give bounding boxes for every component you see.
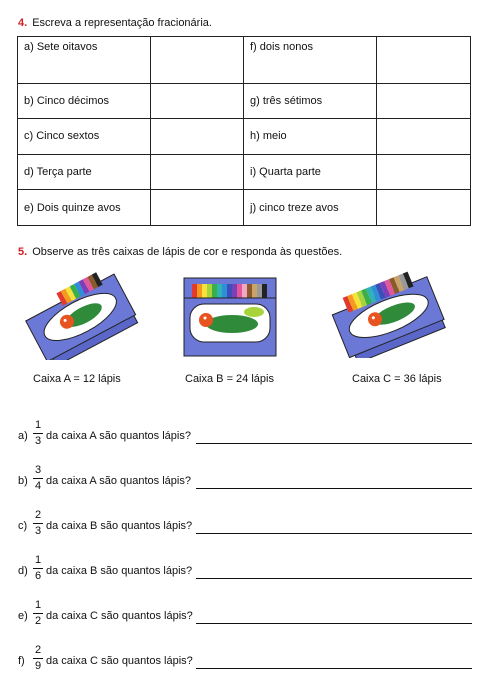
fraction-table [17,36,471,226]
item-label: f) dois nonos [244,37,377,84]
answer-line[interactable] [196,668,472,669]
question-number: 4. [18,17,28,29]
answer-cell[interactable] [377,119,471,155]
answer-cell[interactable] [377,154,471,190]
question-label: d) [18,565,28,577]
fraction-numerator: 1 [34,419,42,431]
fraction-numerator: 2 [34,509,42,521]
item-label: e) Dois quinze avos [18,190,151,226]
item-label: h) meio [244,119,377,155]
table-row [18,83,471,119]
table-row [18,37,471,84]
fraction-denominator: 6 [34,570,42,582]
fraction-numerator: 3 [34,464,42,476]
answer-cell[interactable] [151,190,244,226]
question-label: c) [18,520,28,532]
question-row [18,601,478,631]
question-text: da caixa B são quantos lápis? [46,520,193,532]
answer-line[interactable] [196,443,472,444]
question-row [18,421,478,451]
fraction-denominator: 3 [34,525,42,537]
answer-cell[interactable] [151,119,244,155]
question-number: 5. [18,246,28,258]
question-text: da caixa B são quantos lápis? [46,565,193,577]
question-text: da caixa A são quantos lápis? [46,475,191,487]
fraction [33,464,43,493]
question-row [18,511,478,541]
answer-cell[interactable] [377,83,471,119]
question-row [18,646,478,676]
pencil-box-b-illustration [180,272,280,362]
fraction-numerator: 1 [34,599,42,611]
fraction-denominator: 2 [34,615,42,627]
item-label: g) três sétimos [244,83,377,119]
fraction [33,644,43,673]
item-label: c) Cinco sextos [18,119,151,155]
box-a-caption: Caixa A = 12 lápis [33,373,121,385]
fraction [33,419,43,448]
question-text: da caixa C são quantos lápis? [46,610,193,622]
question-text: da caixa A são quantos lápis? [46,430,191,442]
fraction-denominator: 4 [34,480,42,492]
question-title: Escreva a representação fracionária. [32,17,212,29]
table-row [18,119,471,155]
fraction [33,509,43,538]
pencil-box-a-illustration [22,268,142,360]
question-row [18,556,478,586]
question-title: Observe as três caixas de lápis de cor e responda às questões. [32,246,343,258]
fraction-denominator: 9 [34,660,42,672]
question-4-heading [18,17,212,29]
answer-line[interactable] [196,533,472,534]
pencil-box-c-illustration [326,266,450,358]
answer-line[interactable] [196,578,472,579]
item-label: a) Sete oitavos [18,37,151,84]
box-b-caption: Caixa B = 24 lápis [185,373,274,385]
fraction [33,554,43,583]
question-label: f) [18,655,25,667]
box-c-caption: Caixa C = 36 lápis [352,373,442,385]
fraction [33,599,43,628]
fraction-numerator: 1 [34,554,42,566]
fraction-denominator: 3 [34,435,42,447]
question-label: a) [18,430,28,442]
answer-line[interactable] [196,623,472,624]
answer-line[interactable] [196,488,472,489]
question-label: b) [18,475,28,487]
question-row [18,466,478,496]
item-label: j) cinco treze avos [244,190,377,226]
answer-cell[interactable] [151,83,244,119]
table-row [18,190,471,226]
answer-cell[interactable] [377,37,471,84]
question-label: e) [18,610,28,622]
item-label: i) Quarta parte [244,154,377,190]
question-text: da caixa C são quantos lápis? [46,655,193,667]
answer-cell[interactable] [377,190,471,226]
fraction-numerator: 2 [34,644,42,656]
answer-cell[interactable] [151,154,244,190]
item-label: d) Terça parte [18,154,151,190]
table-row [18,154,471,190]
question-5-heading [18,246,342,258]
item-label: b) Cinco décimos [18,83,151,119]
answer-cell[interactable] [151,37,244,84]
